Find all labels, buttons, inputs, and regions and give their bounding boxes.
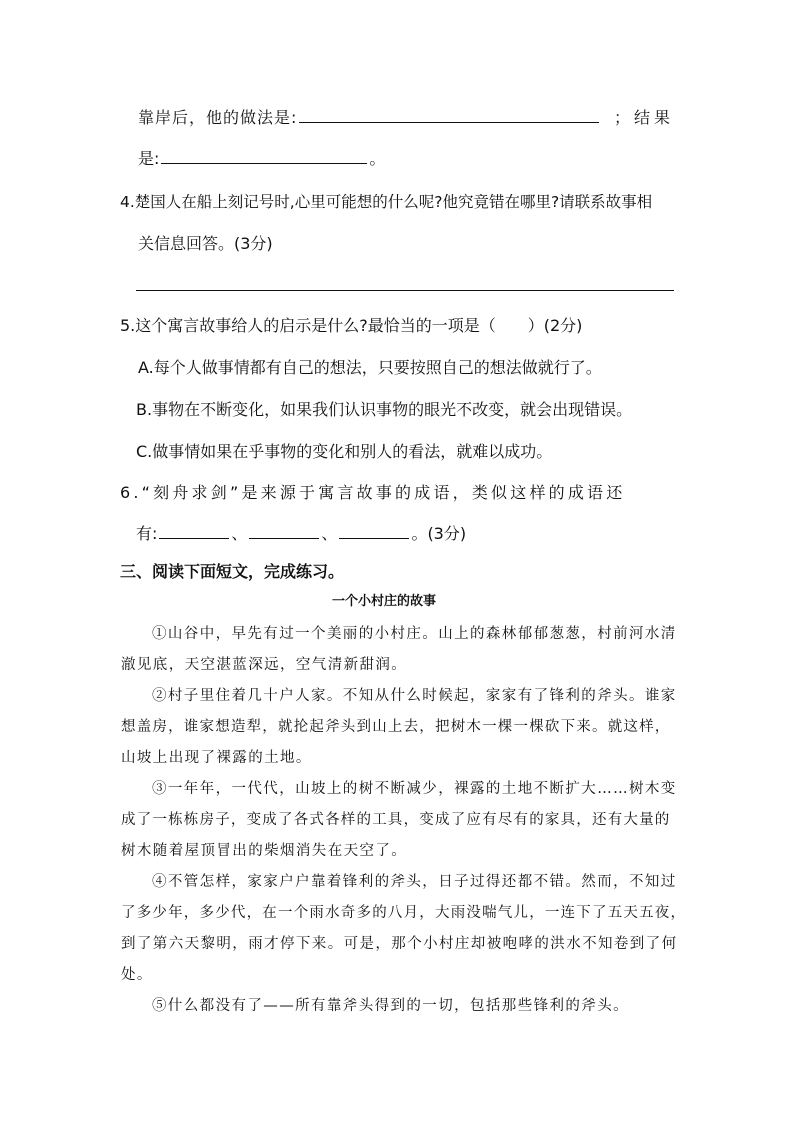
q5-stem: 5.这个寓言故事给人的启示是什么?最恰当的一项是（ ）(2分)	[120, 316, 583, 335]
q3-line2-prefix: 是:	[138, 149, 160, 168]
section3-heading: 三、阅读下面短文，完成练习。	[120, 562, 345, 581]
q6-line1: 6.“刻舟求剑”是来源于寓言故事的成语，类似这样的成语还	[120, 483, 626, 502]
passage-p3-line2: 成了一栋栋房子，变成了各式各样的工具，变成了应有尽有的家具，还有大量的	[121, 812, 671, 828]
q6-separator-2: 、	[321, 524, 338, 543]
passage-p3-line1: ③一年年，一代代，山坡上的树不断减少，裸露的土地不断扩大……树木变	[152, 781, 677, 797]
q6-line2-prefix: 有:	[136, 524, 158, 543]
q3-line1-prefix: 靠岸后，他的做法是:	[138, 108, 298, 127]
passage-p2-line1: ②村子里住着几十户人家。不知从什么时候起，家家有了锋利的斧头。谁家	[152, 688, 677, 704]
passage-p4-line1: ④不管怎样，家家户户靠着锋利的斧头，日子过得还都不错。然而，不知过	[152, 874, 677, 890]
q3-line2	[138, 149, 385, 169]
q5-option-a[interactable]: A.每个人做事情都有自己的想法，只要按照自己的想法做就行了。	[138, 358, 602, 377]
passage-p1-line2: 澈见底，天空湛蓝深远，空气清新甜润。	[121, 657, 408, 673]
passage-p4-line4: 处。	[121, 967, 153, 983]
q6-idiom-blank-1[interactable]	[159, 524, 229, 539]
q4-answer-line[interactable]	[136, 290, 674, 291]
q5-option-b[interactable]: B.事物在不断变化，如果我们认识事物的眼光不改变，就会出现错误。	[136, 400, 633, 419]
passage-p1-line1: ①山谷中，早先有过一个美丽的小村庄。山上的森林郁郁葱葱，村前河水清	[152, 626, 677, 642]
passage-p2-line2: 想盖房，谁家想造犁，就抡起斧头到山上去，把树木一棵一棵砍下来。就这样，	[121, 719, 671, 735]
q3-line1	[138, 108, 674, 128]
q4-line1: 4.楚国人在船上刻记号时,心里可能想的什么呢?他究竟错在哪里?请联系故事相	[120, 193, 653, 211]
q6-separator-1: 、	[231, 524, 248, 543]
q6-idiom-blank-2[interactable]	[249, 524, 319, 539]
q6-line2	[136, 524, 466, 544]
passage-p4-line3: 到了第六天黎明，雨才停下来。可是，那个小村庄却被咆哮的洪水不知卷到了何	[121, 936, 678, 952]
q3-answer-blank-2[interactable]	[161, 149, 367, 164]
passage-p5-line1: ⑤什么都没有了——所有靠斧头得到的一切，包括那些锋利的斧头。	[152, 998, 629, 1014]
passage-p2-line3: 山坡上出现了裸露的土地。	[121, 750, 312, 766]
q4-line2: 关信息回答。(3分)	[138, 234, 273, 253]
passage-p4-line2: 了多少年，多少代，在一个雨水奇多的八月，大雨没喘气儿，一连下了五天五夜，	[121, 905, 687, 921]
q6-line2-suffix: 。(3分)	[411, 524, 467, 543]
q3-line1-suffix: ；结果	[613, 108, 674, 127]
q3-answer-blank-1[interactable]	[299, 108, 599, 123]
q6-idiom-blank-3[interactable]	[339, 524, 409, 539]
q5-option-c[interactable]: C.做事情如果在乎事物的变化和别人的看法，就难以成功。	[136, 442, 553, 461]
q3-line2-suffix: 。	[369, 149, 386, 168]
passage-title: 一个小村庄的故事	[332, 594, 437, 609]
passage-p3-line3: 树木随着屋顶冒出的柴烟消失在天空了。	[121, 843, 408, 859]
